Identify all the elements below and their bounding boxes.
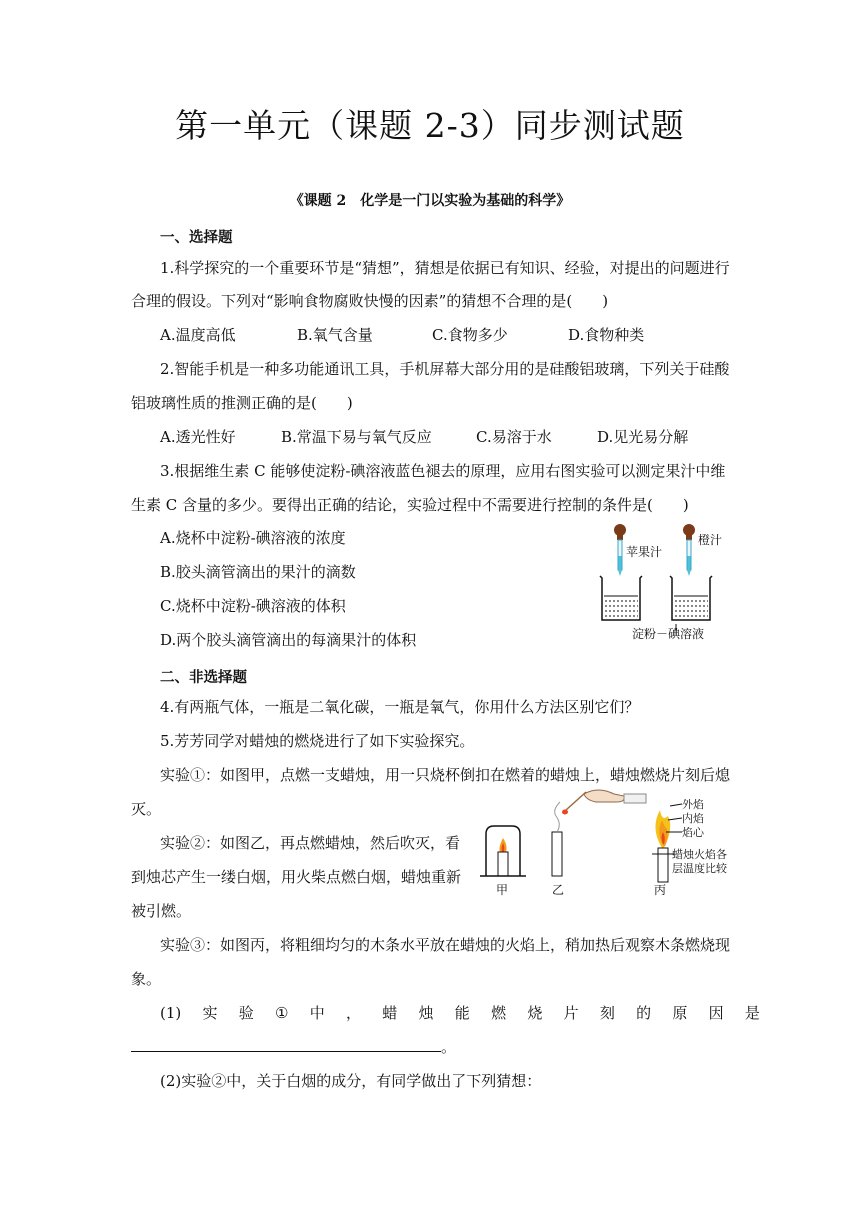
sub1-char: ， <box>346 1004 362 1022</box>
q5-sub2: (2)实验②中，关于白烟的成分，有同学做出了下列猜想： <box>160 1072 542 1090</box>
sub1-char: 的 <box>636 1004 652 1022</box>
sub1-char: 烛 <box>418 1004 434 1022</box>
sub1-period: 。 <box>441 1038 457 1056</box>
beaker-right-icon <box>670 576 712 620</box>
q5-exp2-line1: 实验②：如图乙，再点燃蜡烛，然后吹灭，看 <box>160 834 461 852</box>
q5-exp2-line2: 到烛芯产生一缕白烟，用火柴点燃白烟，蜡烛重新 <box>131 868 462 886</box>
answer-blank[interactable] <box>131 1037 441 1052</box>
label-yi: 乙 <box>552 883 565 897</box>
q2-option-c: C.易溶于水 <box>476 428 552 446</box>
sub1-char: 燃 <box>491 1004 507 1022</box>
q2-option-d: D.见光易分解 <box>597 428 689 446</box>
beaker-left-icon <box>600 576 642 620</box>
dropper-right-icon <box>683 524 695 576</box>
sub1-char: 蜡 <box>382 1004 398 1022</box>
q4-text: 4.有两瓶气体，一瓶是二氧化碳，一瓶是氧气，你用什么方法区别它们？ <box>160 698 640 716</box>
q2-line2: 铝玻璃性质的推测正确的是( ) <box>131 394 353 412</box>
beaker-dropper-figure <box>594 520 734 646</box>
q5-sub1-line <box>160 997 760 1030</box>
q5-intro: 5.芳芳同学对蜡烛的燃烧进行了如下实验探究。 <box>160 732 475 750</box>
q3-option-c: C.烧杯中淀粉-碘溶液的体积 <box>160 597 346 615</box>
q1-line2: 合理的假设。下列对“影响食物腐败快慢的因素”的猜想不合理的是( ) <box>131 292 609 310</box>
q3-option-b: B.胶头滴管滴出的果汁的滴数 <box>160 563 356 581</box>
label-flame-core: 焰心 <box>682 826 704 839</box>
section-heading-nonchoice: 二、非选择题 <box>160 669 247 686</box>
sub1-char: 片 <box>563 1004 579 1022</box>
sub1-char: 因 <box>708 1004 724 1022</box>
label-outer-flame: 外焰 <box>682 798 704 811</box>
sub1-char: 能 <box>454 1004 470 1022</box>
label-note-1: 蜡烛火焰各 <box>672 848 727 861</box>
sub1-char: 刻 <box>599 1004 615 1022</box>
sub1-char: 中 <box>309 1004 325 1022</box>
q1-options <box>160 319 644 352</box>
q2-option-a: A.透光性好 <box>160 428 236 446</box>
q1-option-c: C.食物多少 <box>432 326 508 344</box>
sub1-char: 原 <box>672 1004 688 1022</box>
section-heading-choice: 一、选择题 <box>160 229 233 246</box>
label-apple-juice: 苹果汁 <box>626 545 663 559</box>
q3-line2: 生素 C 含量的多少。要得出正确的结论，实验过程中不需要进行控制的条件是( ) <box>131 496 689 514</box>
label-orange-juice: 橙汁 <box>698 533 723 547</box>
q5-sub1-answer-line <box>131 1031 456 1064</box>
dropper-left-icon <box>614 524 626 576</box>
sub1-char: 实 <box>202 1004 218 1022</box>
q5-exp1-line1: 实验①：如图甲，点燃一支蜡烛，用一只烧杯倒扣在燃着的蜡烛上，蜡烛燃烧片刻后熄 <box>160 766 731 784</box>
q5-exp2-line3: 被引燃。 <box>131 902 192 920</box>
candle-experiment-figure <box>476 788 736 900</box>
candle-under-beaker-icon <box>480 826 526 876</box>
q1-option-d: D.食物种类 <box>568 326 645 344</box>
label-note-2: 层温度比较 <box>672 862 727 875</box>
q1-line1: 1.科学探究的一个重要环节是“猜想”，猜想是依据已有知识、经验，对提出的问题进行 <box>160 259 730 277</box>
q1-option-a: A.温度高低 <box>160 326 236 344</box>
label-starch-iodine: 淀粉－碘溶液 <box>632 627 705 641</box>
label-inner-flame: 内焰 <box>682 812 704 825</box>
lesson-subtitle: 《课题 2 化学是一门以实验为基础的科学》 <box>289 193 571 209</box>
q2-options <box>160 421 688 454</box>
q5-exp3-line2: 象。 <box>131 970 162 988</box>
q5-exp1-line2: 灭。 <box>131 800 162 818</box>
label-bing: 丙 <box>654 883 667 897</box>
q3-option-d: D.两个胶头滴管滴出的每滴果汁的体积 <box>160 631 417 649</box>
label-jia: 甲 <box>496 883 509 897</box>
sub1-char: 是 <box>744 1004 760 1022</box>
sub1-char: 验 <box>238 1004 254 1022</box>
page-title: 第一单元（课题 2-3）同步测试题 <box>175 106 685 145</box>
q2-line1: 2.智能手机是一种多功能通讯工具，手机屏幕大部分用的是硅酸铝玻璃，下列关于硅酸 <box>160 360 730 378</box>
q3-line1: 3.根据维生素 C 能够使淀粉-碘溶液蓝色褪去的原理，应用右图实验可以测定果汁中维 <box>160 462 726 480</box>
sub1-char: 烧 <box>527 1004 543 1022</box>
q1-option-b: B.氧气含量 <box>297 326 373 344</box>
candle-smoke-match-icon <box>552 790 646 876</box>
q5-exp3-line1: 实验③：如图丙，将粗细均匀的木条水平放在蜡烛的火焰上，稍加热后观察木条燃烧现 <box>160 936 731 954</box>
q2-option-b: B.常温下易与氧气反应 <box>281 428 432 446</box>
sub1-char: (1) <box>160 1004 182 1022</box>
sub1-char: ① <box>275 1004 289 1022</box>
q3-option-a: A.烧杯中淀粉-碘溶液的浓度 <box>160 529 346 547</box>
